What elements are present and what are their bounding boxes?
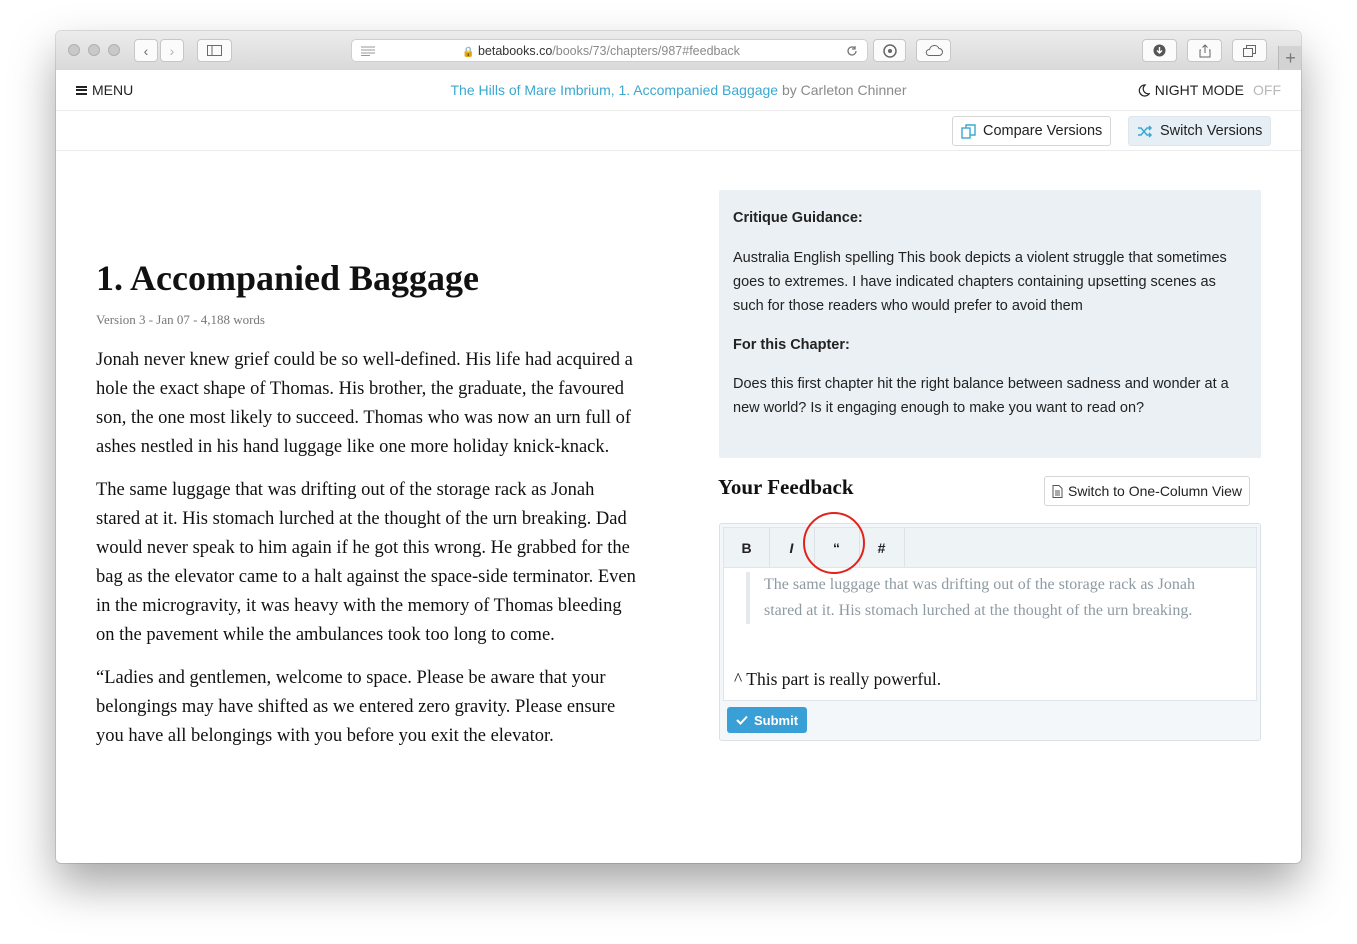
chapter-meta: Version 3 - Jan 07 - 4,188 words: [96, 312, 265, 327]
chapter-title: 1. Accompanied Baggage: [96, 258, 479, 298]
download-icon: [1153, 44, 1166, 57]
downloads-button[interactable]: [1142, 39, 1177, 62]
back-button[interactable]: [134, 39, 158, 62]
quoted-passage: The same luggage that was drifting out of the storage rack as Jonah stared at it. His stomach lurched at the thought of the urn breaking.: [746, 572, 1204, 624]
cloud-icon: [925, 45, 943, 56]
chapter-paragraph[interactable]: “Ladies and gentlemen, welcome to space. Please be aware that your belongings may have shifted as we entered zero gravity. Please ensure you have all belongings with you before you exit the elevator.: [96, 668, 616, 746]
url-host: betabooks.co: [477, 44, 553, 58]
browser-titlebar: [56, 31, 1301, 71]
compare-versions-label: Compare Versions: [983, 123, 1103, 139]
extension-icon: [883, 44, 897, 58]
submit-label: Submit: [753, 712, 799, 728]
share-button[interactable]: [1187, 39, 1222, 62]
sidebar-icon: [207, 45, 222, 56]
tabs-button[interactable]: [1232, 39, 1267, 62]
one-column-view-label: Switch to One-Column View: [1068, 483, 1243, 499]
address-bar[interactable]: [351, 39, 868, 62]
switch-versions-label: Switch Versions: [1160, 123, 1263, 139]
lock-icon: 🔒: [462, 47, 475, 58]
compare-icon: [961, 124, 976, 139]
close-window-button[interactable]: [68, 44, 80, 56]
check-icon: [736, 715, 748, 725]
highlight-circle: [803, 512, 865, 574]
heading-button[interactable]: #: [859, 528, 905, 567]
menu-label: MENU: [92, 82, 134, 98]
feedback-textarea[interactable]: [723, 567, 1257, 701]
night-mode-label: NIGHT MODE: [1154, 82, 1244, 98]
version-toolbar: [56, 111, 1301, 151]
chevron-right-icon: ›: [169, 42, 175, 59]
bold-button[interactable]: B: [724, 528, 770, 567]
tabs-icon: [1243, 45, 1256, 57]
night-mode-toggle[interactable]: [1138, 82, 1281, 98]
chapter-guidance-text: Does this first chapter hit the right balance between sadness and wonder at a new world? Is it engaging enough to make you want to read on?: [733, 376, 1229, 416]
zoom-window-button[interactable]: [108, 44, 120, 56]
moon-icon: [1138, 84, 1150, 97]
app-header: [56, 70, 1301, 111]
icloud-button[interactable]: [916, 39, 951, 62]
italic-button[interactable]: I: [769, 528, 815, 567]
url-text: [462, 44, 740, 58]
new-tab-button[interactable]: [1278, 46, 1301, 70]
forward-button[interactable]: [160, 39, 184, 62]
reader-icon: [361, 46, 375, 56]
critique-guidance-text: Australia English spelling This book depicts a violent struggle that sometimes goes to extremes. I have indicated chapters containing upsetting scenes as such for those readers who would prefer to avoid them: [733, 250, 1227, 314]
reload-icon[interactable]: [846, 45, 858, 57]
night-mode-state: OFF: [1253, 82, 1281, 98]
chapter-content: [96, 256, 641, 751]
submit-button[interactable]: [727, 707, 807, 733]
feedback-comment: ^ This part is really powerful.: [734, 669, 942, 689]
minimize-window-button[interactable]: [88, 44, 100, 56]
feedback-editor: [719, 523, 1261, 741]
chapter-paragraph[interactable]: Jonah never knew grief could be so well-defined. His life had acquired a hole the exact shape of Thomas. His brother, the graduate, the favoured son, the one most likely to succeed. Thomas who was now an urn full of ashes nestled in his hand luggage like one more holiday knick-knack.: [96, 350, 633, 457]
plus-icon: +: [1285, 47, 1296, 68]
browser-window: [56, 31, 1301, 863]
document-icon: [1052, 485, 1063, 498]
compare-versions-button[interactable]: [952, 116, 1111, 146]
chapter-guidance-heading: For this Chapter:: [733, 337, 850, 353]
feedback-heading: Your Feedback: [718, 475, 854, 499]
sidebar-toggle-button[interactable]: [197, 39, 232, 62]
switch-versions-button[interactable]: [1128, 116, 1271, 146]
share-icon: [1199, 44, 1211, 58]
extension-button[interactable]: [873, 39, 906, 62]
critique-guidance-panel: [719, 190, 1261, 458]
author-byline: by Carleton Chinner: [778, 82, 907, 98]
critique-guidance-heading: Critique Guidance:: [733, 210, 863, 226]
book-breadcrumb: [56, 82, 1301, 98]
chevron-left-icon: ‹: [143, 42, 149, 59]
one-column-view-button[interactable]: [1044, 476, 1250, 506]
shuffle-icon: [1137, 125, 1153, 138]
chapter-paragraph[interactable]: The same luggage that was drifting out of the storage rack as Jonah stared at it. His stomach lurched at the thought of the urn breaking. Dad would never speak to him again if he got this wrong. He grabbed for the bag as the elevator came to a halt against the space-side terminator. Even in the microgravity, it was heavy with the memory of Thomas bleeding on the pavement while the ambulances took too long to come.: [96, 480, 636, 645]
quote-button[interactable]: “: [814, 528, 860, 567]
book-chapter-link[interactable]: The Hills of Mare Imbrium, 1. Accompanied Baggage: [450, 82, 779, 98]
url-path: /books/73/chapters/987#feedback: [552, 44, 740, 58]
